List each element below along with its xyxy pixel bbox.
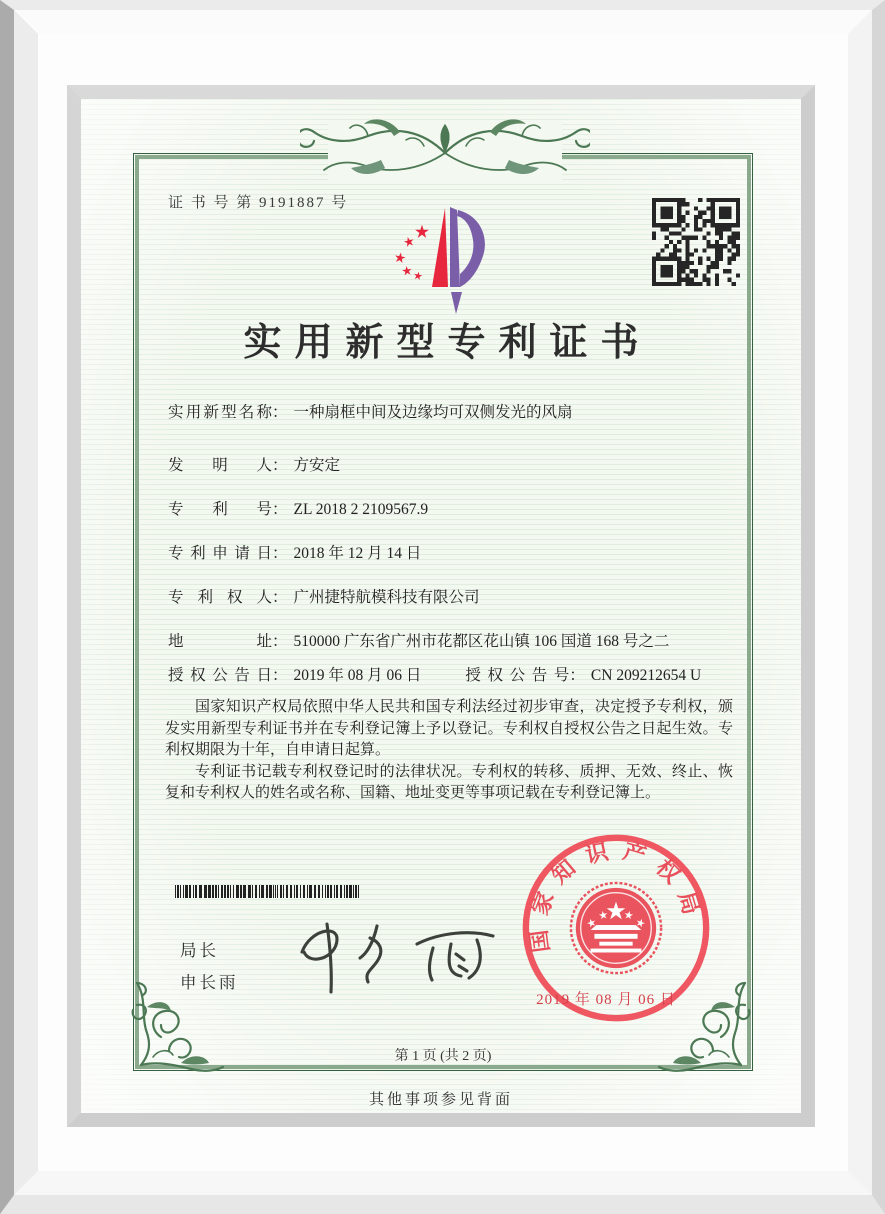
field-row-address: [168, 629, 748, 651]
field-value: 广州捷特航模科技有限公司: [293, 589, 480, 606]
grant-number-label: 授权公告号: [465, 667, 570, 684]
director-name: 申长雨: [180, 973, 239, 992]
field-colon: ：: [272, 404, 288, 421]
certificate-paper: [81, 99, 801, 1113]
field-value: 方安定: [293, 457, 341, 474]
field-label: 专利号: [168, 501, 272, 518]
field-label: 地址: [168, 633, 272, 650]
director-signature: [286, 912, 521, 1004]
field-colon: ：: [272, 501, 288, 518]
barcode: [175, 885, 363, 898]
field-label: 实用新型名称: [168, 404, 272, 421]
legal-paragraph-2: 专利证书记载专利权登记时的法律状况。专利权的转移、质押、无效、终止、恢复和专利权人的姓名或名称、国籍、地址变更等事项记载在专利登记簿上。: [165, 763, 733, 801]
field-row-patentee: [168, 585, 748, 607]
legal-text: [165, 697, 733, 805]
grant-date-value: 2019 年 08 月 06 日: [293, 667, 422, 684]
field-value: ZL 2018 2 2109567.9: [293, 501, 429, 518]
seal-date: 2019 年 08 月 06 日: [536, 992, 676, 1008]
qr-code: [652, 198, 740, 286]
field-colon: ：: [272, 545, 288, 562]
back-note: 其他事项参见背面: [368, 1092, 513, 1108]
field-value: 一种扇框中间及边缘均可双侧发光的风扇: [293, 404, 573, 421]
field-label: 发明人: [168, 457, 272, 474]
corner-ornament-bottom-left: [117, 977, 229, 1089]
field-colon: ：: [569, 667, 585, 684]
field-row-grant: [168, 663, 748, 685]
director-title: 局长: [180, 941, 219, 960]
field-row-inventor: [168, 453, 748, 475]
field-colon: ：: [272, 589, 288, 606]
field-colon: ：: [272, 667, 288, 684]
field-label: 专利申请日: [168, 545, 272, 562]
field-value: 2018 年 12 月 14 日: [293, 545, 422, 562]
page-note: 第 1 页 (共 2 页): [394, 1049, 492, 1064]
certificate-title: 实用新型专利证书: [243, 322, 652, 364]
field-colon: ：: [272, 457, 288, 474]
field-row-filing-date: [168, 541, 748, 563]
legal-paragraph-1: 国家知识产权局依照中华人民共和国专利法经过初步审查，决定授予专利权，颁发实用新型专利证书并在专利登记簿上予以登记。专利权自授权公告之日起生效。专利权期限为十年，自申请日起算。: [165, 699, 733, 758]
field-row-name: [168, 400, 748, 422]
field-row-patent-number: [168, 497, 748, 519]
seal-ring-text: 国家知识产权局: [525, 837, 706, 955]
grant-date-label: 授权公告日: [168, 667, 272, 684]
certificate-number: 证 书 号 第 9191887 号: [168, 195, 349, 211]
flourish-ornament-top: [300, 112, 590, 188]
mat-opening: [67, 85, 815, 1127]
grant-number-value: CN 209212654 U: [590, 667, 702, 684]
national-emblem-icon: [571, 883, 661, 973]
field-label: 专利权人: [168, 589, 272, 606]
field-colon: ：: [272, 633, 288, 650]
cnipa-logo-icon: [381, 200, 493, 318]
field-value: 510000 广东省广州市花都区花山镇 106 国道 168 号之二: [293, 633, 670, 650]
